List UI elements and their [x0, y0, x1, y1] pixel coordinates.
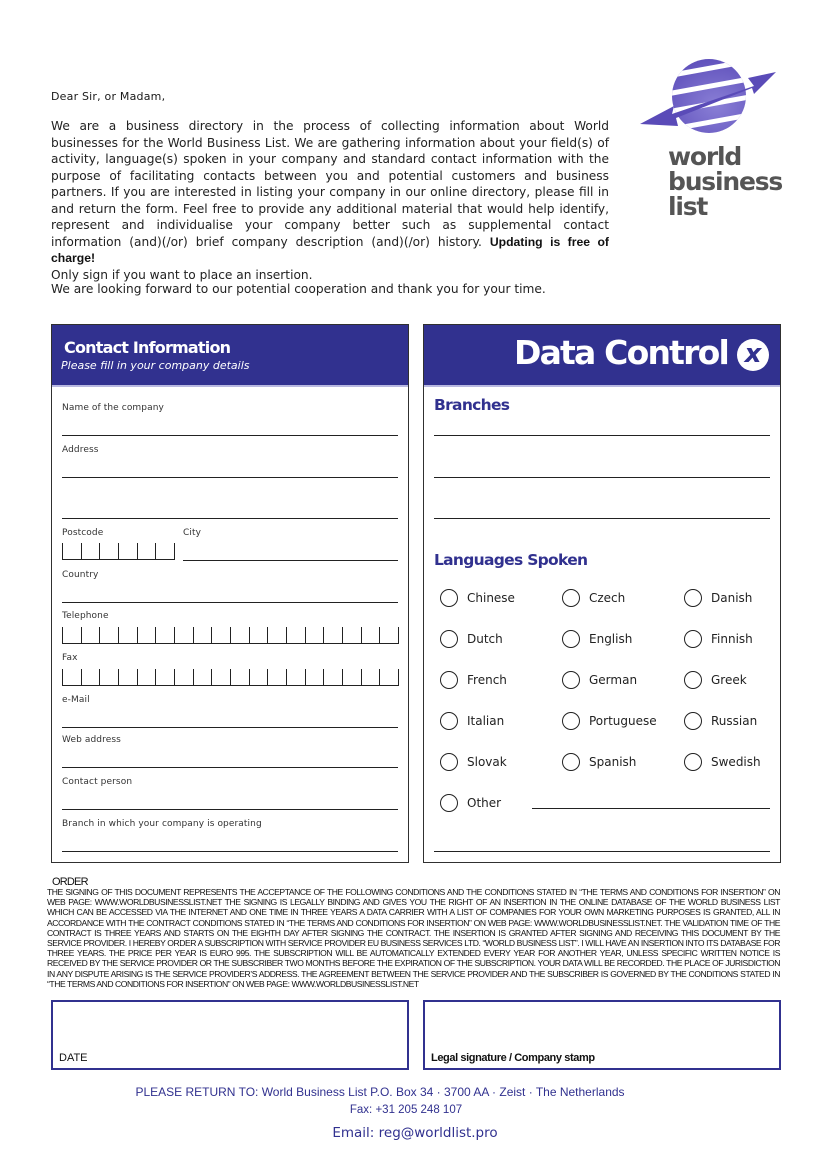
signature-label: Legal signature / Company stamp	[431, 1052, 595, 1064]
radio-button[interactable]	[684, 589, 702, 607]
company-name-label: Name of the company	[62, 403, 164, 413]
address-field-line1[interactable]	[62, 477, 398, 478]
signature-stamp-box[interactable]	[423, 1000, 781, 1070]
city-field[interactable]	[183, 560, 398, 561]
fax-field[interactable]	[62, 669, 399, 686]
language-label: German	[589, 673, 638, 687]
intro-text: We are a business directory in the process of collecting information about World businesses for the World Business List. We are gathering information about your field(s) of activity, language(s) spoken in your company and standard contact information with the purpose of facilitating contacts between you and potential customers and business partners. If you are interested in listing your company in our online directory, please fill in and return the form. Feel free to provide any additional material that would help identify, represent and individualise your company better such as supplemental contact information (and)(/or) brief company description (and)(/or) history.	[51, 119, 609, 249]
contact-title: Contact Information	[64, 338, 231, 357]
radio-button[interactable]	[684, 712, 702, 730]
branches-field-line1[interactable]	[434, 435, 770, 436]
branches-field-line2[interactable]	[434, 477, 770, 478]
language-option-portuguese[interactable]	[562, 712, 657, 730]
radio-button[interactable]	[440, 671, 458, 689]
order-title: ORDER	[52, 876, 88, 888]
country-field[interactable]	[62, 602, 398, 603]
language-label: Chinese	[467, 591, 515, 605]
updating-free-note: Updating is free of charge!	[51, 234, 609, 265]
language-label: Dutch	[467, 632, 503, 646]
radio-button[interactable]	[562, 589, 580, 607]
language-label: Swedish	[711, 755, 761, 769]
radio-button[interactable]	[440, 794, 458, 812]
web-address-label: Web address	[62, 735, 121, 745]
radio-button[interactable]	[440, 712, 458, 730]
contact-information-panel	[51, 324, 409, 863]
company-name-field[interactable]	[62, 435, 398, 436]
language-option-dutch[interactable]	[440, 630, 503, 648]
language-option-other[interactable]	[440, 794, 501, 812]
language-option-czech[interactable]	[562, 589, 625, 607]
language-option-russian[interactable]	[684, 712, 757, 730]
radio-button[interactable]	[440, 753, 458, 771]
radio-button[interactable]	[440, 589, 458, 607]
contact-person-field[interactable]	[62, 809, 398, 810]
language-option-finnish[interactable]	[684, 630, 753, 648]
other-language-field-line2[interactable]	[434, 851, 770, 852]
sign-note: Only sign if you want to place an insertion.	[51, 267, 313, 282]
other-language-field[interactable]	[532, 808, 770, 809]
return-fax: Fax: +31 205 248 107	[349, 1104, 463, 1116]
contact-panel-header	[52, 325, 408, 387]
radio-button[interactable]	[562, 712, 580, 730]
globe-arrow-icon	[636, 56, 786, 146]
postcode-field[interactable]	[62, 543, 175, 560]
address-field-line2[interactable]	[62, 518, 398, 519]
email-field[interactable]	[62, 727, 398, 728]
language-option-danish[interactable]	[684, 589, 752, 607]
fax-label: Fax	[62, 653, 78, 663]
language-label: French	[467, 673, 507, 687]
logo-wordmark: world business list	[668, 142, 783, 221]
language-label: Finnish	[711, 632, 753, 646]
postcode-label: Postcode	[62, 528, 104, 538]
web-address-field[interactable]	[62, 767, 398, 768]
language-option-spanish[interactable]	[562, 753, 636, 771]
language-label: Italian	[467, 714, 505, 728]
return-address: PLEASE RETURN TO: World Business List P.O. Box 34 · 3700 AA · Zeist · The Netherlands	[135, 1085, 625, 1099]
radio-button[interactable]	[440, 630, 458, 648]
language-option-french[interactable]	[440, 671, 507, 689]
country-label: Country	[62, 570, 99, 580]
date-box[interactable]	[51, 1000, 409, 1070]
language-label: English	[589, 632, 633, 646]
language-label: Slovak	[467, 755, 507, 769]
branch-field[interactable]	[62, 851, 398, 852]
language-option-chinese[interactable]	[440, 589, 515, 607]
language-label: Other	[467, 796, 502, 810]
closing-line: We are looking forward to our potential cooperation and thank you for your time.	[51, 282, 546, 296]
language-option-english[interactable]	[562, 630, 632, 648]
branch-label: Branch in which your company is operating	[62, 819, 262, 829]
radio-button[interactable]	[562, 630, 580, 648]
address-label: Address	[62, 445, 99, 455]
data-control-panel	[423, 324, 781, 863]
language-label: Danish	[711, 591, 753, 605]
branches-field-line3[interactable]	[434, 518, 770, 519]
order-terms-text: THE SIGNING OF THIS DOCUMENT REPRESENTS THE ACCEPTANCE OF THE FOLLOWING CONDITIONS AND THE CONDITIONS STATED IN “THE TERMS AND CONDITIONS FOR INSERTION” ON WEB PAGE: WWW.WORLDBUSINESSLIST.NET THE SIGNING IS LEGALLY BINDING AND GIVES YOU THE RIGHT OF AN INSERTION IN THE ONLINE DATABASE OF THE WORLD BUSINESS LIST WHICH CAN BE ACCESSED VIA THE INTERNET AND ONE TIME IN THREE YEARS A DATA CARRIER WITH A LIST OF COMPANIES FOR YOUR OWN MARKETING PURPOSES IS GRANTED, ALL IN ACCORDANCE WITH THE CONTRACT CONDITIONS STATED IN “THE TERMS AND CONDITIONS FOR INSERTION” ON WEB PAGE: WWW.WORLDBUSINESSLIST.NET. THE VALIDATION TIME OF THE CONTRACT IS THREE YEARS AND STARTS ON THE EIGHTH DAY AFTER SIGNING THE CONTRACT. THE INSERTION IS GRANTED AFTER SIGNING AND RECEIVING THIS DOCUMENT BY THE SERVICE PROVIDER. I HEREBY ORDER A SUBSCRIPTION WITH SERVICE PROVIDER EU BUSINESS SERVICES LTD. “WORLD BUSINESS LIST”. I WILL HAVE AN INSERTION INTO ITS DATABASE FOR THREE YEARS. THE PRICE PER YEAR IS EURO 995. THE SUBSCRIPTION WILL BE AUTOMATICALLY EXTENDED EVERY YEAR FOR ANOTHER YEAR, UNLESS SPECIFIC WRITTEN NOTICE IS RECEIVED BY THE SERVICE PROVIDER OR THE SUBSCRIBER TWO MONTHS BEFORE THE EXPIRATION OF THE SUBSCRIPTION. YOUR DATA WILL BE RECORDED. THE PLACE OF JURISDICTION IN ANY DISPUTE ARISING IS THE SERVICE PROVIDER’S ADDRESS. THE AGREEMENT BETWEEN THE SERVICE PROVIDER AND THE SUBSCRIBER IS GOVERNED BY THE CONDITIONS STATED IN “THE TERMS AND CONDITIONS FOR INSERTION” ON WEB PAGE: WWW.WORLDBUSINESSLIST.NET	[47, 887, 780, 989]
radio-button[interactable]	[562, 753, 580, 771]
telephone-field[interactable]	[62, 627, 399, 644]
radio-button[interactable]	[562, 671, 580, 689]
date-label: DATE	[59, 1052, 88, 1064]
language-option-italian[interactable]	[440, 712, 504, 730]
telephone-label: Telephone	[62, 611, 109, 621]
language-label: Greek	[711, 673, 747, 687]
data-control-header	[424, 325, 780, 387]
language-label: Spanish	[589, 755, 637, 769]
language-option-slovak[interactable]	[440, 753, 507, 771]
greeting: Dear Sir, or Madam,	[51, 90, 166, 103]
language-label: Russian	[711, 714, 758, 728]
contact-subtitle: Please fill in your company details	[61, 359, 250, 372]
radio-button[interactable]	[684, 753, 702, 771]
email-label: e-Mail	[62, 695, 90, 705]
radio-button[interactable]	[684, 630, 702, 648]
return-email: Email: reg@worldlist.pro	[332, 1125, 498, 1141]
data-control-title: Data Control	[513, 333, 728, 372]
contact-person-label: Contact person	[62, 777, 133, 787]
branches-title: Branches	[434, 396, 510, 414]
x-circle-icon: x	[737, 339, 769, 371]
language-option-greek[interactable]	[684, 671, 747, 689]
languages-spoken-title: Languages Spoken	[434, 551, 588, 569]
language-label: Portuguese	[589, 714, 657, 728]
radio-button[interactable]	[684, 671, 702, 689]
intro-paragraph	[51, 118, 609, 283]
language-option-german[interactable]	[562, 671, 637, 689]
city-label: City	[183, 528, 202, 538]
language-option-swedish[interactable]	[684, 753, 761, 771]
language-label: Czech	[589, 591, 626, 605]
